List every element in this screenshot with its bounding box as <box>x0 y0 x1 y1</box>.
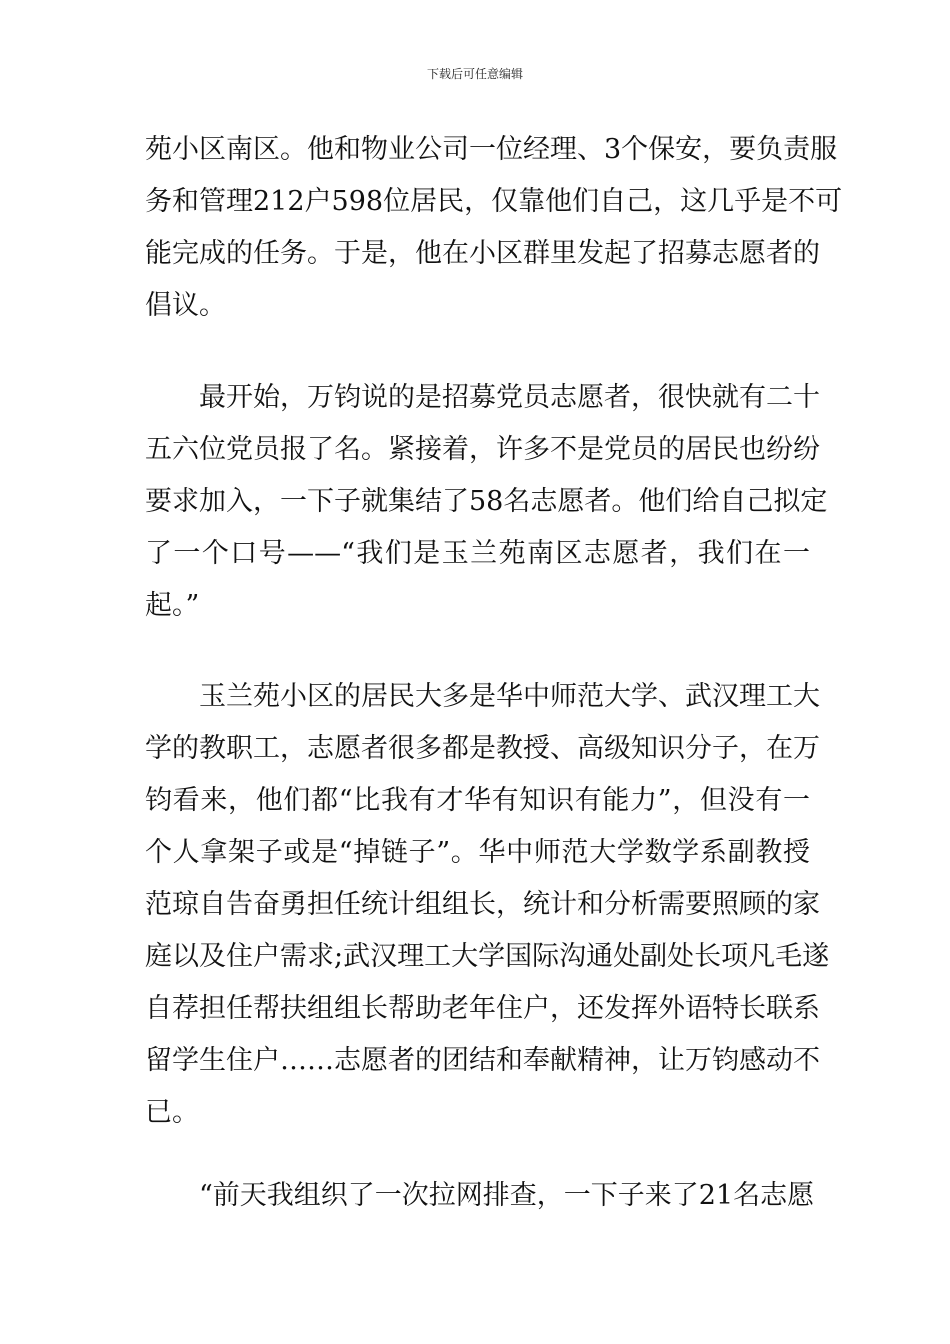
paragraph-line: 已。 <box>145 1097 199 1128</box>
paragraph-line: 学的教职工，志愿者很多都是教授、高级知识分子，在万 <box>145 733 820 764</box>
paragraph-line: 自荐担任帮扶组组长帮助老年住户，还发挥外语特长联系 <box>145 993 820 1024</box>
paragraph-line: 了一个口号——“我们是玉兰苑南区志愿者，我们在一 <box>145 538 810 569</box>
paragraph-2 <box>145 372 828 632</box>
paragraph-4 <box>145 1170 815 1222</box>
paragraph-line: 玉兰苑小区的居民大多是华中师范大学、武汉理工大 <box>199 681 820 712</box>
paragraph-1 <box>145 124 843 332</box>
paragraph-line: 苑小区南区。他和物业公司一位经理、3个保安，要负责服 <box>145 134 838 165</box>
paragraph-line: 范琼自告奋勇担任统计组组长，统计和分析需要照顾的家 <box>145 889 820 920</box>
paragraph-line: 能完成的任务。于是，他在小区群里发起了招募志愿者的 <box>145 238 820 269</box>
paragraph-line: 务和管理212户598位居民，仅靠他们自己，这几乎是不可 <box>145 186 843 217</box>
paragraph-line: 要求加入，一下子就集结了58名志愿者。他们给自己拟定 <box>145 486 828 517</box>
paragraph-line: 五六位党员报了名。紧接着，许多不是党员的居民也纷纷 <box>145 434 820 465</box>
paragraph-line: 倡议。 <box>145 290 226 321</box>
paragraph-line: 留学生住户……志愿者的团结和奉献精神，让万钧感动不 <box>145 1045 820 1076</box>
paragraph-line: 庭以及住户需求;武汉理工大学国际沟通处副处长项凡毛遂 <box>145 941 830 972</box>
paragraph-3 <box>145 671 830 1139</box>
paragraph-line: 起。” <box>145 590 200 621</box>
paragraph-line: 钧看来，他们都“比我有才华有知识有能力”，但没有一 <box>145 785 810 816</box>
page-header: 下载后可任意编辑 <box>426 67 523 81</box>
paragraph-line: 个人拿架子或是“掉链子”。华中师范大学数学系副教授 <box>145 837 810 868</box>
paragraph-line: “前天我组织了一次拉网排查，一下子来了21名志愿 <box>199 1180 815 1211</box>
paragraph-line: 最开始，万钧说的是招募党员志愿者，很快就有二十 <box>199 382 820 413</box>
